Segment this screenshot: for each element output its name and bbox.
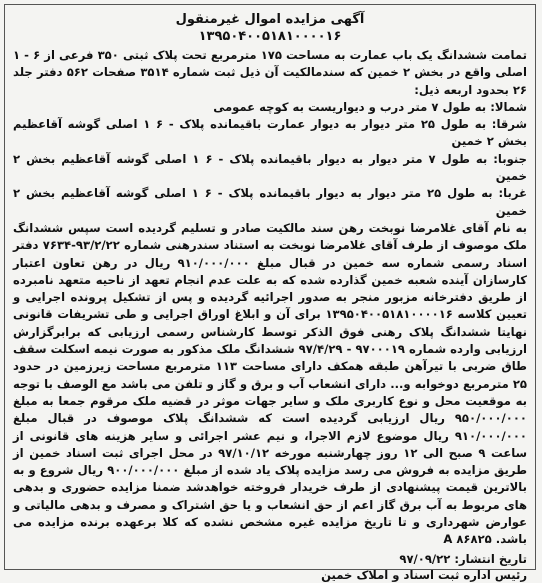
boundary-east: شرقا: به طول ۲۵ متر دیوار به دیوار عمارت باقیمانده پلاک - ۶ ۱ اصلی گوشه آقاعظیم بخش ۲ خمین	[13, 117, 527, 149]
property-description: تمامت ششدانگ یک باب عمارت به مساحت ۱۷۵ مترمربع تحت پلاک ثبتی ۳۵۰ فرعی از ۶ - ۱ اصلی واقع در بخش ۲ خمین که سندمالکیت آن ذیل ثبت شماره ۳۵۱۴ صفحات ۵۶۲ دفتر جلد ۲۶ بحدود اربعه ذیل:	[13, 48, 528, 97]
boundary-north: شمالا: به طول ۷ متر درب و دیواریست به کوچه عمومی	[213, 99, 527, 114]
boundary-south: جنوبا: به طول ۷ متر دیوار به دیوار باقیمانده پلاک - ۶ ۱ اصلی گوشه آقاعظیم بخش ۲ خمین	[13, 151, 527, 184]
publish-date: تاریخ انتشار: ۹۷/۰۹/۲۲	[399, 551, 527, 566]
reference-number: ۱۳۹۵۰۴۰۰۵۱۸۱۰۰۰۰۱۶	[198, 29, 342, 44]
boundary-west: غربا: به طول ۲۵ متر دیوار به دیوار باقیمانده پلاک - ۶ ۱ اصلی گوشه آقاعظیم بخش ۲ خمین	[13, 186, 527, 218]
auction-notice	[4, 4, 536, 582]
notice-footer	[13, 551, 527, 583]
auction-details: به نام آقای غلامرضا نوبخت رهن سند مالکیت صادر و تسلیم گردیده است سپس ششدانگ ملک موصوف از طرف آقای غلامرضا نوبخت به استناد سندرهنی شماره ۹۳/۲/۲۲-۷۶۳۴ دفتر اسناد رسمی شماره سه خمین در قبال مبلغ ۹۱۰/۰۰۰/۰۰۰ ریال در رهن تعاون اعتبار کارسازان آینده شعبه خمین گذارده شده که به علت عدم انجام تعهد از ناحیه متعهد نامبرده از طریق دفترخانه مزبور منجر به صدور اجرائیه گردیده و پس از تشکیل پرونده اجرایی و تعیین کلاسه ۱۳۹۵۰۴۰۰۵۱۸۱۰۰۰۰۱۶ برای آن و ابلاغ اوراق اجرایی و طی تشریفات قانونی نهایتا ششدانگ پلاک رهنی فوق الذکر توسط کارشناس رسمی ارزیابی که برابرگزارش ارزیابی وارده شماره ۹۷۰۰۰۱۹ - ۹۷/۴/۲۹ ششدانگ ملک مذکور به صورت نیمه اسکلت سقف طاق ضربی با تیرآهن طبقه همکف دارای مساحت ۱۱۳ مترمربع مساحت زیرزمین در حدود ۲۵ مترمربع دوخوابه و... دارای انشعاب آب و برق و گاز و تلفن می باشد مع الوصف با توجه به موقعیت محل و نوع کاربری ملک و سایر جهات موثر در قضیه ملک مرقوم جمعا به مبلغ ۹۵۰/۰۰۰/۰۰۰ ریال ارزیابی گردیده است که ششدانگ پلاک موصوف در قبال مبلغ ۹۱۰/۰۰۰/۰۰۰ ریال موضوع لازم الاجرا، و نیم عشر اجرائی و سایر هزینه های قانونی از ساعت ۹ صبح الی ۱۲ روز چهارشنبه مورخه ۹۷/۱۰/۱۲ در محل اجرای ثبت اسناد خمین از طریق مزایده به فروش می رسد مزایده پلاک یاد شده از مبلغ ۹۰۰/۰۰۰/۰۰۰ ریال شروع و به بالاترین قیمت پیشنهادی از طرف خریدار فروخته خواهدشد ضمنا مزایده حضوری و بدهی های مربوط به آب برق گاز اعم از حق انشعاب و یا حق اشتراک و مصرف و بدهی مالیاتی و عوارض شهرداری و تا تاریخ مزایده غیره مشخص نشده که کلا برعهده برنده مزایده می باشد. ۸۶۸۲۵ A	[13, 220, 527, 547]
signature-line: رئیس اداره ثبت اسناد و املاک خمین	[321, 567, 527, 582]
notice-title: آگهی مزایده اموال غیرمنقول	[175, 12, 365, 27]
notice-body	[13, 47, 527, 549]
